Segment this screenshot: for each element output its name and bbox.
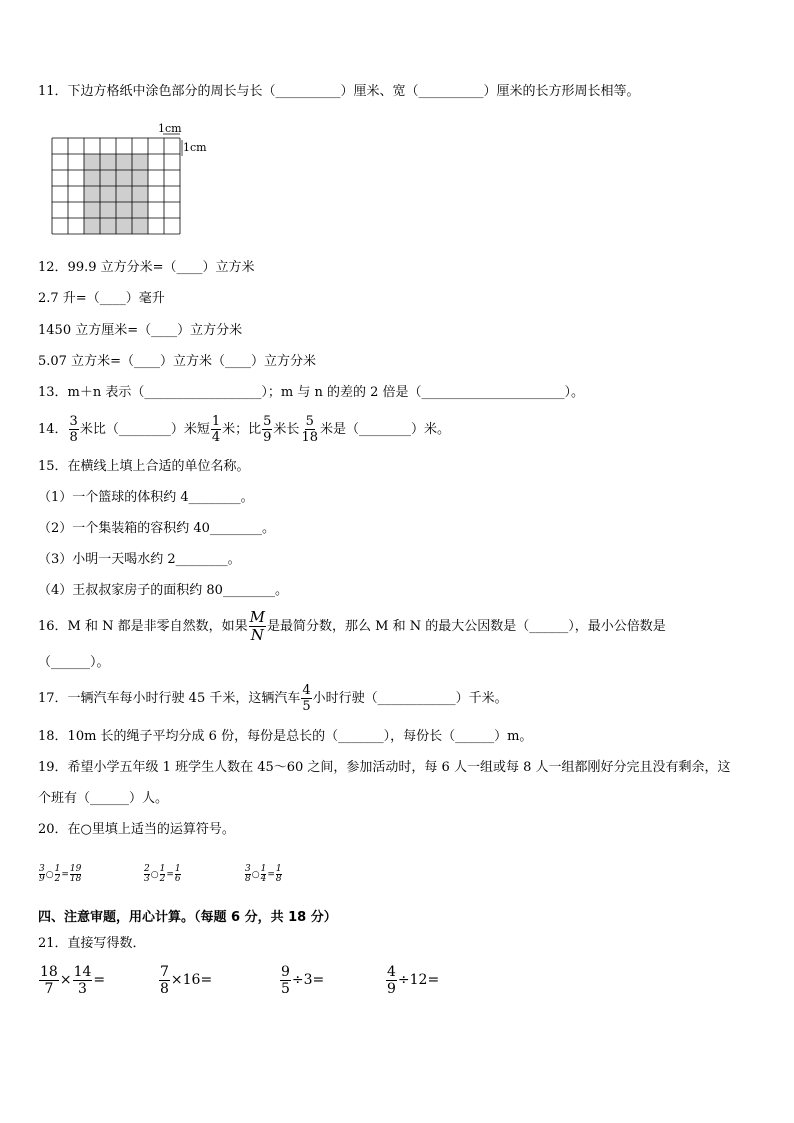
operator-circle[interactable]: ○ — [150, 870, 159, 880]
question-12-line-2: 2.7 升=（____）毫升 — [38, 291, 165, 306]
fraction: $\frac{3}{9}$ — [39, 864, 45, 884]
shaded-cell — [100, 186, 116, 202]
grid-lines — [52, 138, 180, 234]
question-14 — [38, 413, 450, 447]
question-14-text-1: 米比（________）米短 — [79, 422, 210, 437]
question-20-title: 20．在○里填上适当的运算符号。 — [38, 822, 235, 837]
question-17-prefix: 17．一辆汽车每小时行驶 45 千米，这辆汽车 — [38, 691, 301, 706]
fraction: $\frac{14}{3}$ — [73, 963, 92, 997]
fraction: $\frac{7}{8}$ — [160, 963, 169, 997]
question-16-line-2: （______）。 — [38, 655, 110, 670]
question-14-prefix: 14． — [38, 422, 68, 437]
question-14-text-2: 米；比 — [222, 422, 262, 437]
fraction: $\frac{2}{3}$ — [144, 864, 150, 884]
shaded-cell — [100, 170, 116, 186]
expression-rest: ÷12= — [397, 972, 440, 988]
question-21-expression-1 — [38, 958, 105, 1002]
question-18: 18．10m 长的绳子平均分成 6 份，每份是总长的（_______），每份长（______）m。 — [38, 729, 533, 744]
shaded-cell — [84, 218, 100, 234]
shaded-cell — [132, 170, 148, 186]
expression-rest: ×16= — [170, 972, 213, 988]
grid-figure — [45, 120, 225, 235]
shaded-cell — [100, 202, 116, 218]
fraction: $\frac{5}{9}$ — [263, 414, 272, 445]
question-16 — [38, 607, 666, 647]
shaded-cell — [116, 154, 132, 170]
fraction: $\frac{3}{8}$ — [69, 414, 78, 445]
shaded-cell — [84, 202, 100, 218]
fraction: $\frac{5}{18}$ — [301, 414, 318, 445]
fraction: $\frac{9}{5}$ — [281, 963, 290, 997]
equals-sign: = — [267, 870, 275, 880]
question-21-expression-3 — [279, 958, 324, 1002]
question-16-suffix: 是最简分数，那么 M 和 N 的最大公因数是（______），最小公倍数是 — [267, 619, 666, 634]
fraction: $\frac{1}{4}$ — [211, 414, 221, 445]
fraction: $\frac{1}{2}$ — [159, 864, 166, 884]
question-13: 13．m＋n 表示（__________________）；m 与 n 的差的 2 倍是（______________________）。 — [38, 385, 585, 400]
question-15-item-4: （4）王叔叔家房子的面积约 80________。 — [38, 583, 288, 598]
question-17 — [38, 681, 508, 717]
question-19-line-1: 19．希望小学五年级 1 班学生人数在 45～60 之间，参加活动时，每 6 人一组或每 8 人一组都刚好分完且没有剩余，这 — [38, 760, 731, 775]
question-17-suffix: 小时行驶（____________）千米。 — [312, 691, 508, 706]
equals-sign: = — [93, 972, 106, 988]
shaded-cell — [84, 154, 100, 170]
question-20-expression-3 — [244, 862, 283, 888]
shaded-cell — [116, 218, 132, 234]
fraction: $\frac{1}{4}$ — [260, 864, 267, 884]
question-21-title: 21．直接写得数． — [38, 936, 146, 951]
question-12-line-1: 12．99.9 立方分米=（____）立方米 — [38, 260, 255, 275]
question-11-text: 11．下边方格纸中涂色部分的周长与长（__________）厘米、宽（__________）厘米的长方形周长相等。 — [38, 84, 640, 99]
question-15-item-2: （2）一个集装箱的容积约 40________。 — [38, 521, 275, 536]
fraction: $\frac{M}{N}$ — [249, 608, 265, 644]
multiply-sign: × — [59, 972, 72, 988]
question-20-expression-1 — [38, 862, 82, 888]
question-11 — [38, 83, 640, 101]
shaded-cell — [132, 202, 148, 218]
grid-label-top: 1cm — [158, 122, 182, 135]
shaded-cell — [116, 186, 132, 202]
operator-circle[interactable]: ○ — [45, 870, 54, 880]
question-15-title: 15．在横线上填上合适的单位名称。 — [38, 459, 250, 474]
shaded-cell — [100, 218, 116, 234]
shaded-cell — [132, 218, 148, 234]
shaded-cell — [132, 154, 148, 170]
question-21-expression-4 — [385, 958, 439, 1002]
shaded-cell — [116, 170, 132, 186]
question-15-item-1: （1）一个篮球的体积约 4________。 — [38, 490, 254, 505]
fraction: $\frac{4}{5}$ — [302, 683, 311, 714]
fraction: $\frac{3}{8}$ — [245, 864, 251, 884]
fraction: $\frac{1}{2}$ — [54, 864, 61, 884]
operator-circle[interactable]: ○ — [251, 870, 260, 880]
fraction: $\frac{4}{9}$ — [387, 963, 396, 997]
shaded-cell — [132, 186, 148, 202]
question-14-suffix: 米是（________）米。 — [319, 422, 450, 437]
question-20-expression-2 — [143, 862, 182, 888]
question-12-line-3: 1450 立方厘米=（____）立方分米 — [38, 323, 243, 338]
shaded-cell — [116, 202, 132, 218]
shaded-cell — [100, 154, 116, 170]
question-21-expression-2 — [158, 958, 212, 1002]
shaded-cell — [84, 186, 100, 202]
question-12-line-4: 5.07 立方米=（____）立方米（____）立方分米 — [38, 354, 316, 369]
question-15-item-3: （3）小明一天喝水约 2________。 — [38, 552, 241, 567]
question-16-prefix: 16．M 和 N 都是非零自然数，如果 — [38, 619, 248, 634]
equals-sign: = — [61, 870, 69, 880]
fraction: $\frac{1}{8}$ — [275, 864, 282, 884]
fraction: $\frac{19}{18}$ — [69, 864, 82, 884]
shaded-cell — [84, 170, 100, 186]
expression-rest: ÷3= — [291, 972, 325, 988]
question-14-text-3: 米长 — [273, 422, 300, 437]
question-19-line-2: 个班有（______）人。 — [38, 791, 169, 806]
fraction: $\frac{18}{7}$ — [40, 963, 58, 997]
section-4-title: 四、注意审题，用心计算。（每题 6 分，共 18 分） — [38, 910, 337, 925]
equals-sign: = — [166, 870, 174, 880]
fraction: $\frac{1}{6}$ — [174, 864, 181, 884]
grid-label-right: 1cm — [183, 141, 207, 154]
